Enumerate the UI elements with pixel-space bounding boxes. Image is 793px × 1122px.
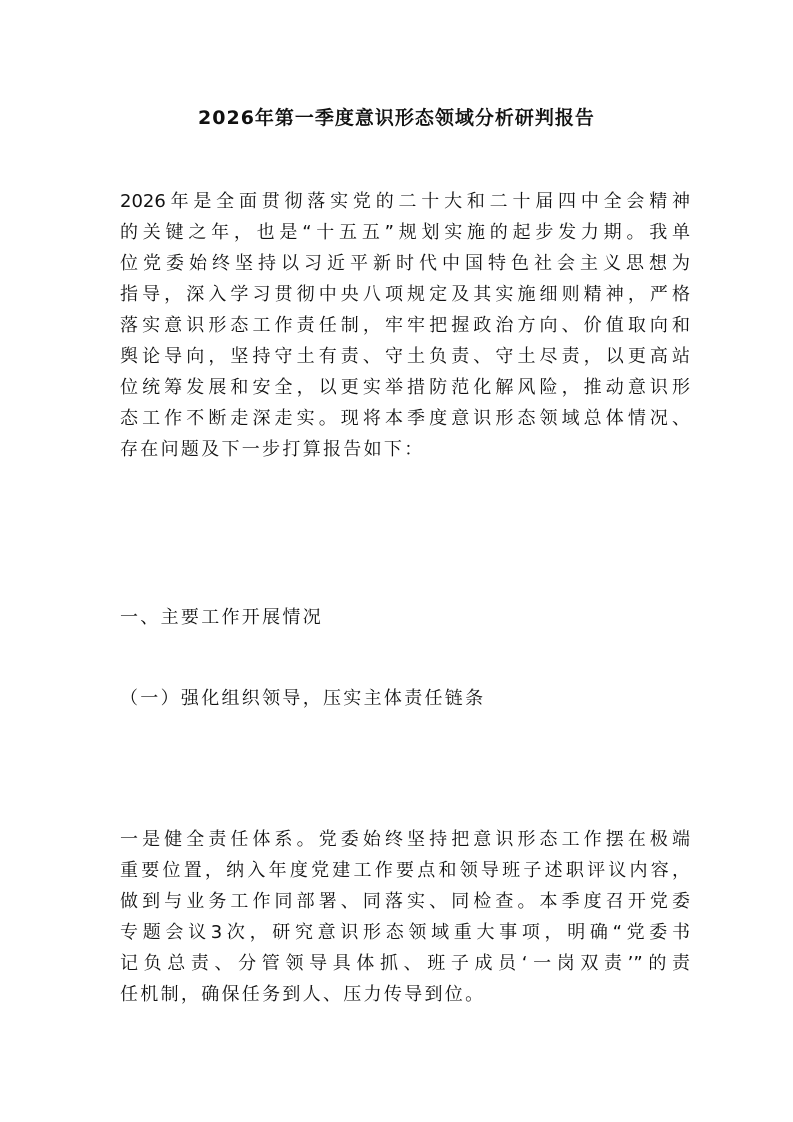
body-paragraph	[120, 824, 690, 1010]
section-heading-text: 一、主要工作开展情况	[120, 607, 323, 628]
paragraph-line: 一是健全责任体系。党委始终坚持把意识形态工作摆在极端	[120, 829, 690, 850]
paragraph-line: 记负总责、分管领导具体抓、班子成员‘一岗双责’”的责	[120, 953, 690, 974]
intro-paragraph	[120, 186, 690, 465]
paragraph-line: 落实意识形态工作责任制，牢牢把握政治方向、价值取向和	[120, 315, 690, 336]
paragraph-line: 任机制，确保任务到人、压力传导到位。	[120, 984, 486, 1005]
paragraph-line: 舆论导向，坚持守土有责、守土负责、守土尽责，以更高站	[120, 346, 690, 367]
paragraph-line: 位统筹发展和安全，以更实举措防范化解风险，推动意识形	[120, 377, 690, 398]
paragraph-line: 做到与业务工作同部署、同落实、同检查。本季度召开党委	[120, 891, 690, 912]
paragraph-line: 专题会议3次，研究意识形态领域重大事项，明确“党委书	[120, 922, 690, 943]
paragraph-line: 重要位置，纳入年度党建工作要点和领导班子述职评议内容，	[120, 860, 690, 881]
paragraph-line: 2026年是全面贯彻落实党的二十大和二十届四中全会精神	[120, 191, 690, 212]
section-heading	[120, 602, 690, 633]
paragraph-line: 的关键之年，也是“十五五”规划实施的起步发力期。我单	[120, 222, 690, 243]
paragraph-line: 存在问题及下一步打算报告如下：	[120, 439, 425, 460]
paragraph-line: 态工作不断走深走实。现将本季度意识形态领域总体情况、	[120, 408, 690, 429]
paragraph-line: 指导，深入学习贯彻中央八项规定及其实施细则精神，严格	[120, 284, 690, 305]
subsection-heading-text: （一）强化组织领导，压实主体责任链条	[120, 688, 486, 709]
paragraph-line: 位党委始终坚持以习近平新时代中国特色社会主义思想为	[120, 253, 690, 274]
subsection-heading	[120, 683, 690, 714]
document-title: 2026年第一季度意识形态领域分析研判报告	[198, 107, 595, 129]
